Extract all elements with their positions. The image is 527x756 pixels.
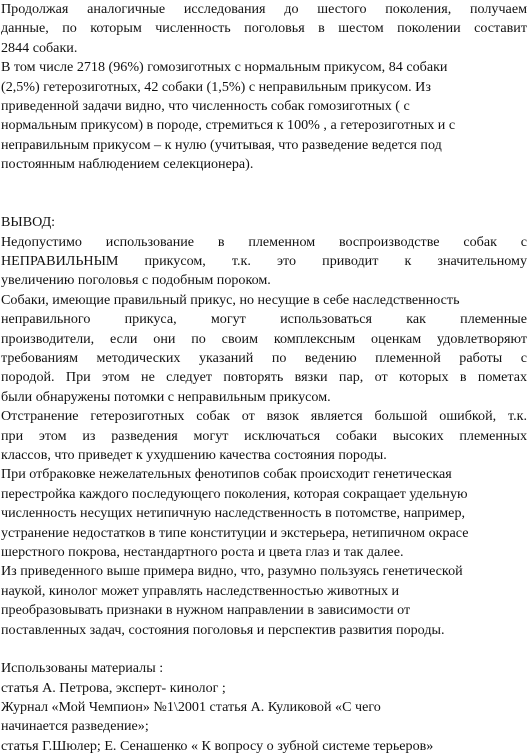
text-line: требованиям методических указаний по ведению племенной работы с <box>1 350 527 367</box>
text-line: производители, если они по своим комплексным оценкам удовлетворяют <box>1 330 527 347</box>
text-line: поставленных задач, состояния поголовья и перспектив развития породы. <box>1 621 445 638</box>
conclusion-heading: ВЫВОД: <box>1 214 56 231</box>
text-line: численность несущих нетипичную наследственность в потомстве, например, <box>1 505 466 522</box>
materials-item: статья А. Петрова, эксперт- кинолог ; <box>1 679 226 696</box>
materials-item: Журнал «Мой Чемпион» №1\2001 статья А. Куликовой «С чего <box>1 699 381 716</box>
intro-paragraph <box>0 0 527 175</box>
text-line: были обнаружены потомки с неправильным прикусом. <box>1 388 331 405</box>
text-line: Продолжая аналогичные исследования до шестого поколения, получаем <box>1 1 527 17</box>
blank-line <box>0 640 527 659</box>
text-line: устранение недостатков в типе конституции и экстерьера, нетипичном окрасе <box>1 524 469 541</box>
text-line: Недопустимо использование в племенном воспроизводстве собак с <box>1 233 527 250</box>
text-line: преобразовывать признаки в нужном направлении в зависимости от <box>1 602 411 619</box>
materials-heading: Использованы материалы : <box>1 660 164 677</box>
text-line: Собаки, имеющие правильный прикус, но несущие в себе наследственность <box>1 291 460 308</box>
text-line: данные, по которым численность поголовья в шестом поколении составит <box>1 20 527 37</box>
conclusion-paragraph <box>0 233 527 640</box>
text-line: 2844 собаки. <box>1 39 78 56</box>
text-line: увеличению поголовья с подобным пороком. <box>1 272 271 289</box>
text-line: неправильного прикуса, могут использоваться как племенные <box>1 311 527 328</box>
text-line: породой. При этом не следует повторять вязки пар, от которых в пометах <box>1 369 527 386</box>
text-line: НЕПРАВИЛЬНЫМ прикусом, т.к. это приводит к значительному <box>1 253 527 270</box>
text-line: (2,5%) гетерозиготных, 42 собаки (1,5%) с неправильным прикусом. Из <box>1 78 431 95</box>
materials-list <box>0 659 527 756</box>
text-line: шерстного покрова, нестандартного роста и цвета глаз и так далее. <box>1 543 404 560</box>
text-line: приведенной задачи видно, что численность собак гомозиготных ( с <box>1 97 410 114</box>
blank-line <box>0 194 527 213</box>
text-line: нормальным прикусом) в породе, стремиться к 100% , а гетерозиготных и с <box>1 117 456 134</box>
text-line: Из приведенного выше примера видно, что, разумно пользуясь генетической <box>1 563 463 580</box>
text-line: классов, что приведет к ухудшению качества состояния породы. <box>1 446 387 463</box>
materials-item: начинается разведение»; <box>1 718 149 735</box>
text-line: при этом из разведения могут исключаться собаки высоких племенных <box>1 427 527 444</box>
text-line: Отстранение гетерозиготных собак от вязок является большой ошибкой, т.к. <box>1 408 527 425</box>
materials-item: статья Г.Шюлер; Е. Сенашенко « К вопросу о зубной системе терьеров» <box>1 737 434 754</box>
text-line: При отбраковке нежелательных фенотипов собак происходит генетическая <box>1 466 452 483</box>
text-line: постоянным наблюдением селекционера). <box>1 156 254 173</box>
text-line: наукой, кинолог может управлять наследственностью животных и <box>1 582 400 599</box>
text-line: перестройка каждого последующего поколения, которая сокращает удельную <box>1 485 468 502</box>
text-line: В том числе 2718 (96%) гомозиготных с нормальным прикусом, 84 собаки <box>1 59 448 76</box>
text-line: неправильным прикусом – к нулю (учитывая, что разведение ведется под <box>1 136 442 153</box>
blank-line <box>0 175 527 194</box>
